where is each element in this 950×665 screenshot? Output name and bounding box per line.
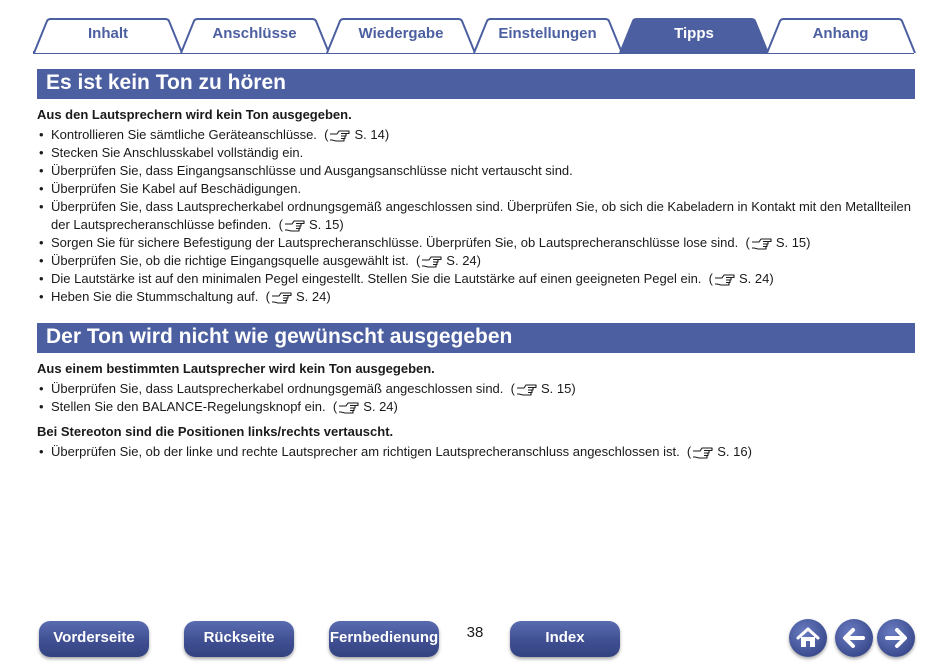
page-reference-link[interactable]: ( S. 24): [325, 399, 398, 414]
home-icon: [789, 619, 827, 657]
arrow-left-icon: [835, 619, 873, 657]
bullet-list: [37, 126, 912, 306]
list-item-text: Überprüfen Sie, ob die richtige Eingangsquelle ausgewählt ist.: [51, 253, 409, 268]
list-item-text: Sorgen Sie für sichere Befestigung der Lautsprecheranschlüsse. Überprüfen Sie, ob Lautsprecheranschlüsse lose sind.: [51, 235, 739, 250]
section-header: [37, 69, 915, 99]
page-reference-link[interactable]: ( S. 24): [408, 253, 481, 268]
remote-button[interactable]: [329, 621, 439, 657]
bullet-list: [37, 443, 912, 461]
pointing-hand-icon: [516, 383, 538, 396]
pointing-hand-icon: [714, 273, 736, 286]
tab-0[interactable]: [33, 18, 183, 52]
list-item-text: Stecken Sie Anschlusskabel vollständig ein.: [51, 145, 304, 160]
list-item-text: Kontrollieren Sie sämtliche Geräteanschlüsse.: [51, 127, 317, 142]
page-reference-text: S. 24: [446, 253, 477, 268]
page-reference-link[interactable]: ( S. 16): [679, 444, 752, 459]
page-reference-text: S. 15: [775, 235, 807, 250]
back-page-button[interactable]: [184, 621, 294, 657]
section-title: Es ist kein Ton zu hören: [46, 71, 286, 94]
page-reference-text: S. 24: [363, 399, 394, 414]
pointing-hand-icon: [329, 129, 351, 142]
list-item: [37, 252, 912, 270]
section-title: Der Ton wird nicht wie gewünscht ausgegeben: [46, 325, 513, 348]
tab-label: Einstellungen: [498, 25, 597, 42]
tab-label: Anschlüsse: [212, 25, 297, 42]
page-reference-link[interactable]: ( S. 14): [316, 127, 390, 142]
tab-3[interactable]: [473, 18, 623, 52]
page-reference-link[interactable]: ( S. 15): [738, 235, 811, 250]
list-item: [37, 443, 912, 461]
list-item: [37, 180, 912, 198]
list-item-text: Heben Sie die Stummschaltung auf.: [51, 289, 259, 304]
page-reference-link[interactable]: ( S. 15): [271, 217, 344, 232]
front-page-button[interactable]: [39, 621, 149, 657]
page-reference-link[interactable]: ( S. 24): [701, 271, 774, 286]
section-subtitle: Aus den Lautsprechern wird kein Ton ausgegeben.: [37, 107, 352, 122]
tab-bar: [33, 17, 914, 54]
list-item-text: Überprüfen Sie, ob der linke und rechte Lautsprecher am richtigen Lautsprecheranschluss angeschlossen ist.: [51, 444, 680, 459]
bullet-list: [37, 380, 912, 416]
section-header: [37, 323, 915, 353]
list-item: [37, 126, 912, 144]
list-item-text: Überprüfen Sie, dass Lautsprecherkabel ordnungsgemäß angeschlossen sind. Überprüfen Sie, ob sich die Kabeladern in Kontakt mit den Metallteilen der Lautsprecheranschlüsse befinden.: [51, 199, 911, 232]
pointing-hand-icon: [692, 446, 714, 459]
page-reference-text: S. 24: [295, 289, 327, 304]
next-button[interactable]: [877, 619, 915, 657]
tab-label: Inhalt: [88, 25, 128, 42]
list-item-text: Stellen Sie den BALANCE-Regelungsknopf ein.: [51, 399, 326, 414]
list-item-text: Überprüfen Sie Kabel auf Beschädigungen.: [51, 181, 302, 196]
tab-label: Tipps: [674, 25, 714, 42]
pointing-hand-icon: [751, 237, 773, 250]
pointing-hand-icon: [271, 291, 293, 304]
section-subtitle: Aus einem bestimmten Lautsprecher wird kein Ton ausgegeben.: [37, 361, 435, 376]
list-item: [37, 270, 912, 288]
page-reference-text: S. 15: [540, 381, 572, 396]
page-reference-link[interactable]: ( S. 15): [503, 381, 576, 396]
list-item-text: Überprüfen Sie, dass Eingangsanschlüsse und Ausgangsanschlüsse nicht vertauscht sind.: [51, 163, 573, 178]
front-page-label: Vorderseite: [53, 629, 135, 646]
section-subtitle: Bei Stereoton sind die Positionen links/rechts vertauscht.: [37, 424, 394, 439]
list-item-text: Überprüfen Sie, dass Lautsprecherkabel ordnungsgemäß angeschlossen sind.: [51, 381, 504, 396]
list-item: [37, 162, 912, 180]
tab-1[interactable]: [180, 18, 330, 52]
list-item-text: Die Lautstärke ist auf den minimalen Pegel eingestellt. Stellen Sie die Lautstärke auf einen geeigneten Pegel ein.: [51, 271, 702, 286]
tab-4[interactable]: [619, 18, 769, 52]
tab-label: Wiedergabe: [358, 25, 444, 42]
tab-5[interactable]: [766, 18, 916, 52]
pointing-hand-icon: [284, 219, 306, 232]
list-item: [37, 288, 912, 306]
pointing-hand-icon: [338, 401, 360, 414]
list-item: [37, 144, 912, 162]
page-number: 38: [466, 624, 484, 641]
index-button[interactable]: [510, 621, 620, 657]
tab-2[interactable]: [326, 18, 476, 52]
back-page-label: Rückseite: [203, 629, 275, 646]
page-reference-text: S. 16: [717, 444, 748, 459]
list-item: [37, 198, 912, 234]
remote-label: Fernbedienung: [329, 629, 439, 646]
pointing-hand-icon: [421, 255, 443, 268]
list-item: [37, 398, 912, 416]
list-item: [37, 380, 912, 398]
previous-button[interactable]: [835, 619, 873, 657]
home-button[interactable]: [789, 619, 827, 657]
tab-label: Anhang: [812, 25, 869, 42]
list-item: [37, 234, 912, 252]
page-reference-link[interactable]: ( S. 24): [258, 289, 331, 304]
page-reference-text: S. 24: [738, 271, 770, 286]
page-reference-text: S. 14: [354, 127, 385, 142]
page-reference-text: S. 15: [309, 217, 340, 232]
arrow-right-icon: [877, 619, 915, 657]
index-label: Index: [545, 629, 585, 646]
